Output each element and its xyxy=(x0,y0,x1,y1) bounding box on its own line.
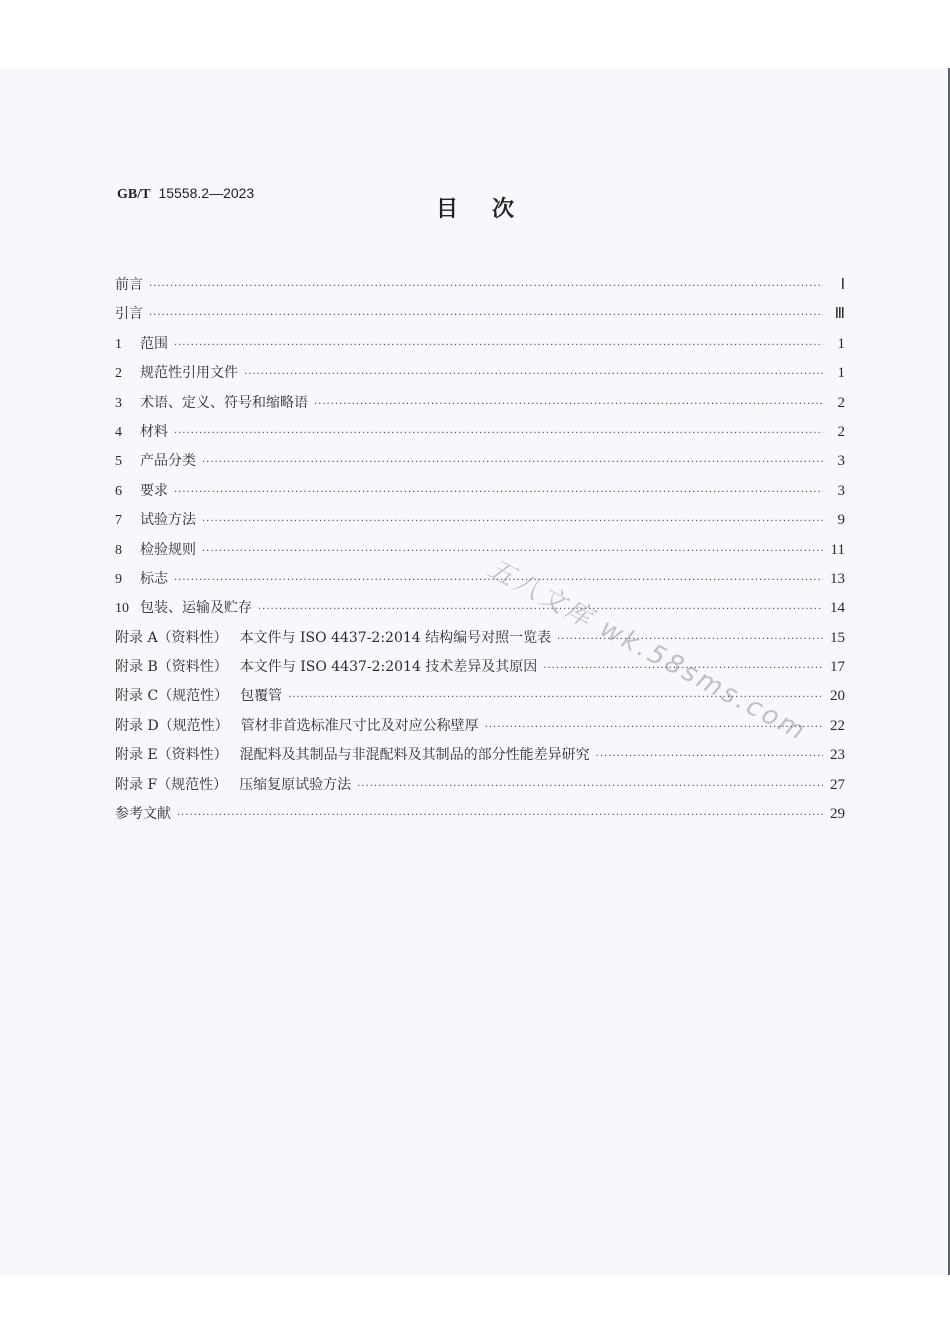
toc-entry-3[interactable] xyxy=(115,393,845,422)
toc-label: 材料 xyxy=(140,423,168,440)
standard-number: 15558.2—2023 xyxy=(158,185,255,201)
toc-entry-8[interactable] xyxy=(115,540,845,569)
toc-page: 9 xyxy=(837,512,845,529)
toc-page: Ⅲ xyxy=(834,306,845,323)
toc-page: 2 xyxy=(837,423,845,440)
toc-number: 7 xyxy=(115,513,122,529)
toc-title: 目次 xyxy=(435,197,548,222)
toc-label: 包装、运输及贮存 xyxy=(140,600,252,617)
table-of-contents xyxy=(115,275,845,833)
leader-dots xyxy=(149,277,823,297)
toc-label: 混配料及其制品与非混配料及其制品的部分性能差异研究 xyxy=(239,747,590,764)
toc-entry-6[interactable] xyxy=(115,481,845,510)
toc-entry-1[interactable] xyxy=(115,334,845,363)
toc-page: 15 xyxy=(830,629,845,646)
toc-number: 3 xyxy=(115,395,122,411)
annex-id: 附录 B（资料性） xyxy=(115,659,228,676)
toc-page: 1 xyxy=(837,365,845,382)
toc-entry-annex-e[interactable] xyxy=(115,745,845,774)
leader-dots xyxy=(177,806,823,826)
toc-page: 22 xyxy=(830,717,845,734)
toc-label: 引言 xyxy=(115,306,143,323)
toc-label: 前言 xyxy=(115,277,143,293)
toc-entry-7[interactable] xyxy=(115,510,845,539)
annex-id: 附录 D（规范性） xyxy=(115,717,229,734)
toc-label: 要求 xyxy=(140,482,168,499)
leader-dots xyxy=(174,424,823,444)
toc-entry-introduction[interactable] xyxy=(115,304,845,333)
leader-dots xyxy=(149,306,823,326)
toc-number: 2 xyxy=(115,366,122,382)
toc-label: 规范性引用文件 xyxy=(140,365,238,382)
toc-number: 1 xyxy=(115,336,122,352)
toc-label: 本文件与 ISO 4437-2:2014 技术差异及其原因 xyxy=(239,659,538,676)
toc-label: 包覆管 xyxy=(240,688,283,705)
leader-dots xyxy=(202,512,823,532)
leader-dots xyxy=(174,336,823,356)
toc-page: 1 xyxy=(837,335,845,352)
toc-label: 范围 xyxy=(140,335,168,352)
toc-label: 产品分类 xyxy=(140,453,196,470)
toc-page: 13 xyxy=(830,570,845,587)
toc-label: 检验规则 xyxy=(140,541,196,558)
toc-entry-foreword[interactable] xyxy=(115,275,845,304)
leader-dots xyxy=(596,747,823,767)
toc-label: 本文件与 ISO 4437-2:2014 结构编号对照一览表 xyxy=(239,629,552,646)
toc-entry-9[interactable] xyxy=(115,569,845,598)
annex-id: 附录 E（资料性） xyxy=(115,747,228,764)
toc-number: 6 xyxy=(115,483,122,499)
toc-number: 9 xyxy=(115,571,122,587)
leader-dots xyxy=(314,395,823,415)
toc-number: 10 xyxy=(115,601,129,617)
toc-label: 术语、定义、符号和缩略语 xyxy=(140,394,308,411)
toc-page: 17 xyxy=(830,659,845,676)
leader-dots xyxy=(174,483,823,503)
standard-prefix: GB/T xyxy=(117,187,151,202)
toc-entry-references[interactable] xyxy=(115,804,845,833)
toc-page: 3 xyxy=(837,453,845,470)
toc-page: 23 xyxy=(830,747,845,764)
toc-page: 29 xyxy=(830,806,845,823)
toc-entry-annex-f[interactable] xyxy=(115,775,845,804)
toc-number: 4 xyxy=(115,424,122,440)
toc-label: 参考文献 xyxy=(115,806,171,823)
toc-entry-annex-a[interactable] xyxy=(115,628,845,657)
toc-page: 3 xyxy=(837,482,845,499)
toc-label: 管材非首选标准尺寸比及对应公称壁厚 xyxy=(240,717,479,734)
toc-page: 2 xyxy=(837,394,845,411)
toc-page: 11 xyxy=(830,541,845,558)
toc-page: 20 xyxy=(830,688,845,705)
annex-id: 附录 A（资料性） xyxy=(115,629,228,646)
annex-id: 附录 C（规范性） xyxy=(115,688,229,705)
toc-entry-5[interactable] xyxy=(115,451,845,480)
toc-label: 标志 xyxy=(140,570,168,587)
leader-dots xyxy=(244,365,823,385)
toc-page: 27 xyxy=(830,776,845,793)
toc-label: 压缩复原试验方法 xyxy=(239,776,352,793)
toc-entry-4[interactable] xyxy=(115,422,845,451)
toc-page: 14 xyxy=(830,600,845,617)
toc-entry-2[interactable] xyxy=(115,363,845,392)
toc-number: 5 xyxy=(115,454,122,470)
toc-entry-annex-d[interactable] xyxy=(115,716,845,745)
toc-label: 试验方法 xyxy=(140,512,196,529)
annex-id: 附录 F（规范性） xyxy=(115,776,228,793)
watermark-text: 五八文库 wk.58sms.com xyxy=(482,553,813,748)
leader-dots xyxy=(357,777,823,797)
toc-page: Ⅰ xyxy=(840,277,845,293)
leader-dots xyxy=(202,453,823,473)
toc-number: 8 xyxy=(115,542,122,558)
toc-entry-10[interactable] xyxy=(115,598,845,627)
